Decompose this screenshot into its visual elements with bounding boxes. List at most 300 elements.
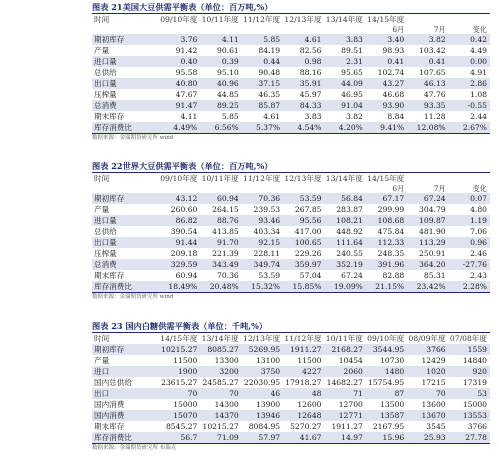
data-cell: 43.27 (382, 79, 405, 88)
data-cell: 2167.95 (372, 422, 405, 431)
data-cell: 93.35 (423, 101, 446, 110)
table-row (92, 366, 490, 377)
header-cell: 09/10年度 (367, 334, 405, 343)
data-cell: 100.65 (294, 238, 322, 247)
table-row (92, 410, 490, 421)
data-cell: 4227 (302, 367, 322, 376)
table-row (92, 226, 490, 237)
data-cell: 221.39 (212, 249, 239, 258)
data-cell: 90.48 (258, 68, 281, 77)
data-cell: 57.04 (299, 271, 322, 280)
data-cell: 15754.95 (368, 378, 405, 387)
table-subheader-row (92, 184, 490, 193)
data-cell: 98.93 (382, 46, 405, 55)
data-cell: 71.09 (217, 433, 239, 442)
data-cell: 67.24 (423, 194, 446, 203)
data-cell: 70 (435, 389, 446, 398)
data-cell: 4.80 (470, 205, 487, 214)
data-cell: 24585.27 (202, 378, 239, 387)
data-cell: 108.68 (377, 216, 405, 225)
data-cell: 1900 (178, 367, 198, 376)
data-cell: 10215.27 (202, 422, 239, 431)
data-cell: 48 (311, 389, 322, 398)
header-cell: 07/08年度 (449, 334, 487, 343)
row-label: 产量 (94, 356, 110, 365)
header-cell: 14/15年度 (367, 15, 405, 24)
subheader-cell (92, 184, 159, 193)
data-cell: 920 (472, 367, 487, 376)
data-cell: 87 (394, 389, 405, 398)
row-label: 进口量 (94, 216, 117, 225)
data-cell: 352.19 (336, 260, 363, 269)
data-cell: 112.33 (377, 238, 405, 247)
row-label: 期末库存 (94, 271, 125, 280)
table-body (92, 344, 490, 443)
data-cell: 0.41 (428, 57, 446, 66)
row-label: 期初库存 (94, 345, 125, 354)
header-cell: 09/10年度 (160, 174, 198, 183)
table-row (92, 56, 490, 67)
row-label: 总消费 (94, 260, 117, 269)
table-us-soybean (92, 2, 490, 143)
data-cell: 417.00 (294, 227, 322, 236)
table-row (92, 259, 490, 270)
data-cell: 53.59 (299, 194, 322, 203)
data-cell: 93.46 (258, 216, 281, 225)
data-cell: 11.28 (423, 112, 446, 121)
data-cell: 4.49 (470, 46, 487, 55)
header-cell (407, 14, 448, 25)
data-cell: 70 (229, 389, 239, 398)
row-label: 出口量 (94, 238, 117, 247)
data-cell: 91.44 (175, 238, 198, 247)
data-cell: 12771 (338, 411, 363, 420)
table-row (92, 388, 490, 399)
data-cell: 2.86 (470, 79, 487, 88)
data-cell: 12.08% (416, 123, 446, 132)
data-cell: 82.88 (382, 271, 405, 280)
table-row (92, 215, 490, 226)
header-cell: 12/13年度 (243, 334, 281, 343)
row-label: 期初库存 (94, 194, 125, 203)
data-cell: 5270.27 (290, 422, 322, 431)
table-row (92, 67, 490, 78)
data-cell: 403.34 (253, 227, 281, 236)
data-cell: 90.61 (217, 46, 239, 55)
data-cell: 47.76 (423, 90, 446, 99)
data-cell: 0.00 (470, 57, 487, 66)
header-cell: 12/13年度 (284, 15, 322, 24)
data-cell: 0.39 (221, 57, 239, 66)
data-cell: 390.54 (170, 227, 198, 236)
data-cell: 3766 (426, 345, 446, 354)
data-cell: 3.76 (180, 35, 198, 44)
data-cell: 107.65 (419, 68, 446, 77)
data-cell: 343.49 (212, 260, 239, 269)
data-cell: 3.82 (428, 35, 446, 44)
data-cell: 67.17 (382, 194, 405, 203)
data-cell: 1.08 (470, 90, 487, 99)
data-cell: 0.96 (470, 238, 487, 247)
data-cell: 47.67 (175, 90, 198, 99)
data-cell: 0.41 (387, 57, 405, 66)
data-cell: 56.84 (341, 194, 363, 203)
data-cell: 92.15 (258, 238, 281, 247)
data-cell: 10730 (380, 356, 405, 365)
data-cell: 475.84 (377, 227, 405, 236)
row-label: 库存消费比 (94, 123, 132, 132)
header-cell (407, 173, 448, 184)
data-cell: 11500 (297, 356, 322, 365)
data-cell: 19.09% (333, 282, 363, 291)
data-cell: 41.67 (299, 433, 322, 442)
data-cell: 45.97 (299, 90, 322, 99)
data-cell: 53.59 (258, 271, 281, 280)
data-cell: 46 (270, 389, 281, 398)
data-cell: 15070 (173, 411, 198, 420)
data-cell: 3.83 (345, 35, 363, 44)
table-source: 数据来源：金瑞期货研究所 wind (92, 135, 174, 141)
data-cell: 17215 (421, 378, 446, 387)
data-cell: 0.07 (470, 194, 487, 203)
data-cell: 91.70 (217, 238, 239, 247)
data-cell: 3.83 (304, 112, 322, 121)
data-cell: 8.84 (387, 112, 405, 121)
header-cell: 时间 (94, 174, 110, 183)
data-cell: 13900 (255, 400, 281, 409)
table-title: 图表 22世界大豆供需平衡表（单位：百万吨,%） (92, 161, 273, 171)
data-cell: 8545.27 (165, 422, 198, 431)
header-cell: 14/15年度 (160, 334, 198, 343)
table-row (92, 45, 490, 56)
data-cell: 6.56% (214, 123, 239, 132)
data-cell: 4.11 (180, 112, 198, 121)
table-china-sugar (92, 321, 490, 453)
data-cell: 86.82 (175, 216, 198, 225)
data-cell: 8084.95 (248, 422, 281, 431)
row-label: 总供给 (94, 227, 117, 236)
table-row (92, 355, 490, 366)
header-cell: 10/11年度 (201, 174, 239, 183)
header-cell: 11/12年度 (284, 334, 322, 343)
data-cell: 250.91 (419, 249, 446, 258)
table-row (92, 432, 490, 443)
data-cell: 89.51 (341, 46, 363, 55)
table-row (92, 399, 490, 410)
data-cell: 93.90 (382, 101, 405, 110)
data-cell: 2060 (343, 367, 363, 376)
data-cell: 15.85% (292, 282, 322, 291)
data-cell: 109.87 (419, 216, 446, 225)
data-cell: 113.29 (419, 238, 446, 247)
header-cell: 14/15年度 (367, 174, 405, 183)
row-label: 总供给 (94, 68, 117, 77)
data-cell: 95.56 (299, 216, 322, 225)
data-cell: 4.49% (173, 123, 198, 132)
data-cell: 304.79 (419, 205, 446, 214)
data-cell: 2.67% (462, 123, 487, 132)
data-cell: 12648 (297, 411, 322, 420)
data-cell: 1911.27 (331, 422, 363, 431)
data-cell: 12429 (421, 356, 446, 365)
row-label: 期初库存 (94, 35, 125, 44)
data-cell: 21.15% (375, 282, 405, 291)
data-cell: 3544.95 (372, 345, 405, 354)
data-cell: 10215.27 (161, 345, 198, 354)
data-cell: 229.26 (294, 249, 322, 258)
subheader-cell (325, 25, 366, 34)
table-row (92, 111, 490, 122)
data-cell: 13946 (255, 411, 281, 420)
data-cell: 3750 (260, 367, 281, 376)
data-cell: 14682.27 (326, 378, 363, 387)
data-cell: 1.19 (470, 216, 487, 225)
data-cell: 82.56 (299, 46, 322, 55)
data-cell: 359.97 (294, 260, 322, 269)
data-cell: 0.44 (263, 57, 281, 66)
data-cell: 13587 (380, 411, 405, 420)
table-title: 图表 23 国内白糖供需平衡表（单位：千吨,%） (92, 321, 268, 331)
table-row (92, 377, 490, 388)
header-cell: 13/14年度 (201, 334, 239, 343)
data-cell: 14.97 (341, 433, 363, 442)
header-cell: 时间 (94, 334, 110, 343)
data-cell: 27.78 (465, 433, 487, 442)
row-label: 期末库存 (94, 422, 125, 431)
data-cell: 1480 (384, 367, 405, 376)
data-cell: 15000 (462, 400, 487, 409)
data-cell: 85.87 (258, 101, 281, 110)
data-cell: 4.61 (304, 35, 322, 44)
data-cell: 13500 (380, 400, 405, 409)
data-cell: 364.20 (419, 260, 446, 269)
table-world-soybean (92, 161, 490, 302)
data-cell: 329.59 (170, 260, 198, 269)
subheader-cell: 变化 (472, 184, 487, 193)
table-row (92, 89, 490, 100)
data-cell: 2.28% (462, 282, 487, 291)
data-cell: 46.13 (423, 79, 446, 88)
data-cell: 37.15 (258, 79, 281, 88)
row-label: 进口量 (94, 57, 117, 66)
row-label: 国内消费 (94, 400, 125, 409)
data-cell: 84.33 (299, 101, 322, 110)
data-cell: 35.91 (299, 79, 322, 88)
data-cell: 283.87 (336, 205, 363, 214)
data-cell: 5269.95 (248, 345, 281, 354)
data-cell: 0.98 (304, 57, 322, 66)
data-cell: 53 (477, 389, 487, 398)
data-cell: 103.42 (419, 46, 446, 55)
header-cell (449, 173, 490, 184)
data-cell: 85.31 (423, 271, 446, 280)
subheader-cell: 7月 (433, 184, 446, 193)
data-cell: 91.47 (175, 101, 198, 110)
data-cell: 3200 (219, 367, 239, 376)
table-row (92, 270, 490, 281)
row-label: 期末库存 (94, 112, 125, 121)
header-cell: 时间 (94, 15, 110, 24)
data-cell: 12600 (297, 400, 322, 409)
data-cell: 8085.27 (207, 345, 239, 354)
data-cell: 70.36 (258, 194, 281, 203)
subheader-cell (92, 25, 159, 34)
table-body (92, 193, 490, 292)
data-cell: 46.68 (382, 90, 405, 99)
data-cell: 56.7 (180, 433, 198, 442)
data-cell: 14840 (462, 356, 487, 365)
page-edge (0, 0, 2, 457)
data-cell: 239.53 (253, 205, 281, 214)
table-row (92, 344, 490, 355)
data-cell: 18.49% (168, 282, 198, 291)
subheader-cell (159, 25, 200, 34)
table-row (92, 193, 490, 204)
data-cell: 13553 (462, 411, 487, 420)
row-label: 压榨量 (94, 90, 117, 99)
data-cell: 40.80 (175, 79, 198, 88)
row-label: 产量 (94, 205, 110, 214)
header-cell: 10/11年度 (201, 15, 239, 24)
data-cell: 14300 (214, 400, 239, 409)
header-cell: 11/12年度 (243, 15, 281, 24)
data-cell: 108.21 (336, 216, 363, 225)
data-cell: 57.97 (258, 433, 281, 442)
table-row (92, 122, 490, 133)
data-cell: 95.58 (175, 68, 198, 77)
data-cell: 209.18 (170, 249, 198, 258)
data-cell: 2.44 (470, 112, 487, 121)
subheader-cell (283, 25, 324, 34)
data-cell: 111.64 (336, 238, 363, 247)
data-cell: 4.54% (297, 123, 322, 132)
table-body (92, 34, 490, 133)
data-cell: 9.41% (380, 123, 405, 132)
data-cell: 15.32% (251, 282, 281, 291)
data-cell: 4.11 (221, 35, 239, 44)
header-cell: 13/14年度 (325, 174, 363, 183)
data-cell: -27.76 (462, 260, 487, 269)
table-row (92, 34, 490, 45)
subheader-cell (283, 184, 324, 193)
data-cell: 413.85 (212, 227, 239, 236)
data-cell: 3766 (467, 422, 487, 431)
data-cell: 89.25 (217, 101, 239, 110)
data-cell: 481.90 (419, 227, 446, 236)
data-cell: 5.37% (256, 123, 281, 132)
data-cell: 448.92 (336, 227, 363, 236)
data-cell: 13600 (421, 400, 446, 409)
header-cell: 08/09年度 (408, 334, 446, 343)
data-cell: 267.85 (294, 205, 322, 214)
data-cell: 13300 (214, 356, 239, 365)
row-label: 国内总供给 (94, 378, 132, 387)
subheader-cell: 6月 (392, 184, 405, 193)
table-source: 数据来源：金瑞期货研究所 布瑞克 (92, 445, 177, 451)
data-cell: 67.24 (341, 271, 363, 280)
row-label: 出口量 (94, 79, 117, 88)
data-cell: 60.94 (217, 194, 239, 203)
subheader-cell (242, 25, 283, 34)
row-label: 产量 (94, 46, 110, 55)
data-cell: 88.16 (299, 68, 322, 77)
table-row (92, 248, 490, 259)
data-cell: 44.85 (217, 90, 239, 99)
data-cell: 13100 (255, 356, 281, 365)
data-cell: 15000 (173, 400, 198, 409)
data-cell: 23.42% (416, 282, 446, 291)
header-cell: 12/13年度 (284, 174, 322, 183)
data-cell: 14370 (214, 411, 239, 420)
data-cell: 17918.27 (285, 378, 322, 387)
data-cell: 13670 (421, 411, 446, 420)
data-cell: 44.09 (341, 79, 363, 88)
data-cell: 264.15 (212, 205, 239, 214)
data-cell: 1559 (467, 345, 487, 354)
data-cell: 260.60 (170, 205, 198, 214)
table-source: 数据来源：金瑞期货研究所 wind (92, 294, 174, 300)
row-label: 库存消费比 (94, 282, 132, 291)
table-row (92, 78, 490, 89)
data-cell: 46.95 (341, 90, 363, 99)
row-label: 压榨量 (94, 249, 117, 258)
data-cell: 0.40 (180, 57, 198, 66)
data-cell: 299.99 (377, 205, 405, 214)
data-cell: 95.10 (217, 68, 239, 77)
subheader-cell: 变化 (472, 25, 487, 34)
data-cell: 91.04 (341, 101, 363, 110)
data-cell: 4.20% (338, 123, 363, 132)
data-cell: 15.96 (382, 433, 405, 442)
data-cell: 391.96 (377, 260, 405, 269)
data-cell: 7.06 (470, 227, 487, 236)
data-cell: 25.93 (423, 433, 446, 442)
data-cell: 5.85 (221, 112, 239, 121)
subheader-cell (242, 184, 283, 193)
table-row (92, 100, 490, 111)
data-cell: 1020 (426, 367, 446, 376)
data-cell: 17319 (462, 378, 487, 387)
data-cell: 84.19 (258, 46, 281, 55)
data-cell: 20.48% (209, 282, 239, 291)
data-cell: 23615.27 (161, 378, 198, 387)
subheader-cell (325, 184, 366, 193)
data-cell: 43.12 (175, 194, 198, 203)
header-cell: 11/12年度 (243, 174, 281, 183)
table-header-row (92, 333, 490, 344)
data-cell: 1911.27 (290, 345, 322, 354)
subheader-cell (200, 184, 241, 193)
data-cell: 0.42 (470, 35, 487, 44)
header-cell: 09/10年度 (160, 15, 198, 24)
data-cell: 3.40 (387, 35, 405, 44)
table-title: 图表 21美国大豆供需平衡表（单位：百万吨,%） (92, 2, 273, 12)
subheader-cell (200, 25, 241, 34)
data-cell: 10454 (338, 356, 363, 365)
row-label: 库存消费比 (94, 433, 132, 442)
data-cell: 3.82 (345, 112, 363, 121)
row-label: 进口 (94, 367, 110, 376)
header-cell (449, 14, 490, 25)
data-cell: 11500 (173, 356, 198, 365)
table-subheader-row (92, 25, 490, 34)
table-row (92, 421, 490, 432)
data-cell: 60.94 (175, 271, 198, 280)
data-cell: 12700 (338, 400, 363, 409)
data-cell: 40.96 (217, 79, 239, 88)
row-label: 出口 (94, 389, 110, 398)
table-header-row (92, 173, 490, 184)
